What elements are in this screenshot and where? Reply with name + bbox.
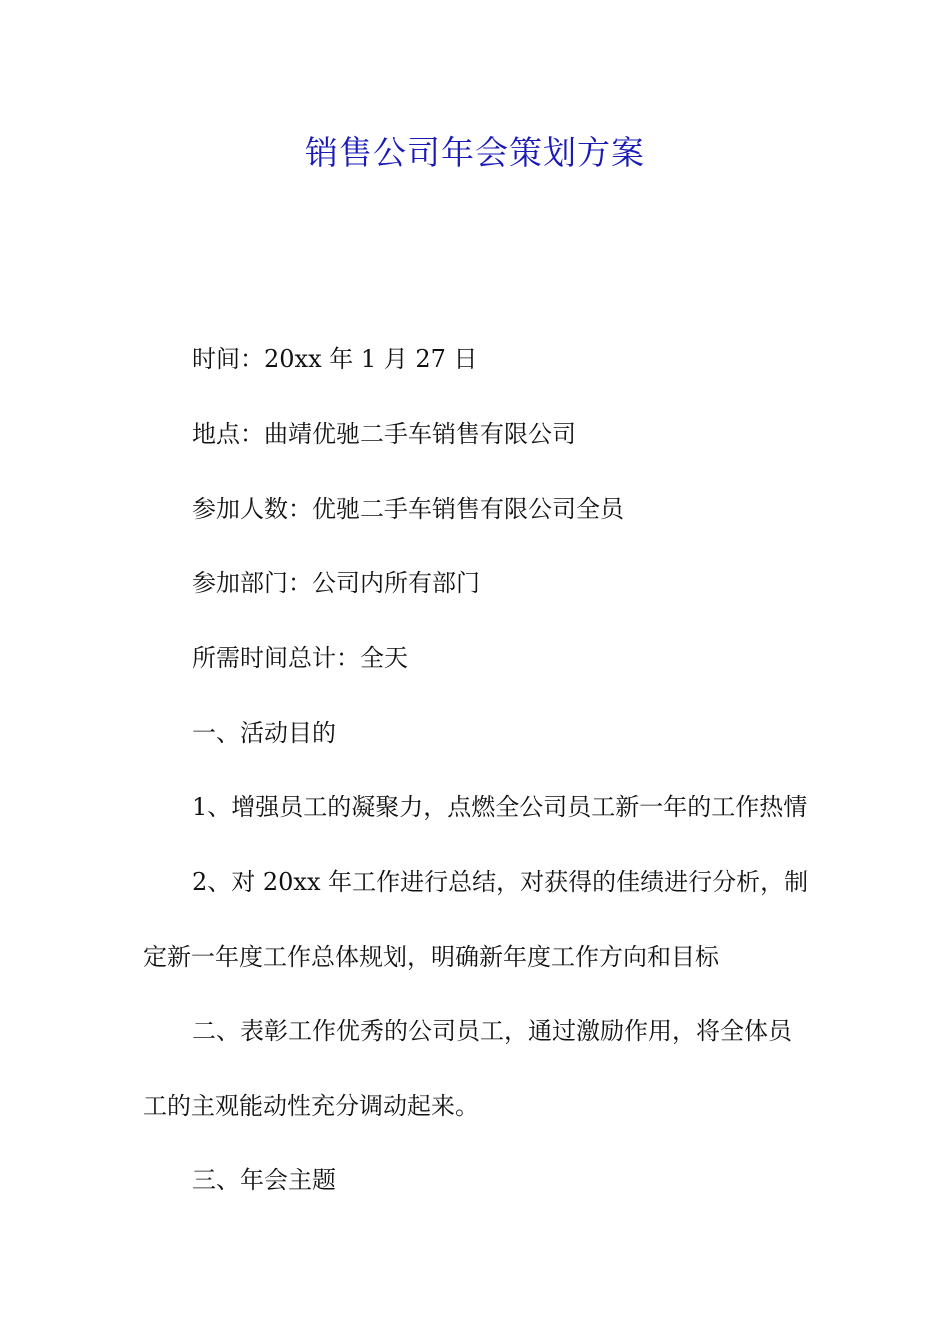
document-title: 销售公司年会策划方案: [305, 133, 645, 172]
section-heading-commendation: 二、表彰工作优秀的公司员工，通过激励作用，将全体员: [192, 1017, 792, 1045]
paragraph-attendees: 参加人数：优驰二手车销售有限公司全员: [192, 495, 624, 523]
section-heading-purpose: 一、活动目的: [192, 719, 336, 747]
paragraph-time: 时间：20xx 年 1 月 27 日: [192, 345, 478, 373]
paragraph-commendation-cont: 工的主观能动性充分调动起来。: [143, 1092, 479, 1120]
paragraph-purpose-2: 2、对 20xx 年工作进行总结，对获得的佳绩进行分析，制: [192, 868, 809, 896]
paragraph-purpose-2-cont: 定新一年度工作总体规划，明确新年度工作方向和目标: [143, 943, 719, 971]
paragraph-location: 地点：曲靖优驰二手车销售有限公司: [192, 420, 576, 448]
section-heading-theme: 三、年会主题: [192, 1166, 336, 1194]
paragraph-departments: 参加部门：公司内所有部门: [192, 569, 480, 597]
paragraph-purpose-1: 1、增强员工的凝聚力，点燃全公司员工新一年的工作热情: [192, 793, 808, 821]
paragraph-duration: 所需时间总计：全天: [192, 644, 408, 672]
